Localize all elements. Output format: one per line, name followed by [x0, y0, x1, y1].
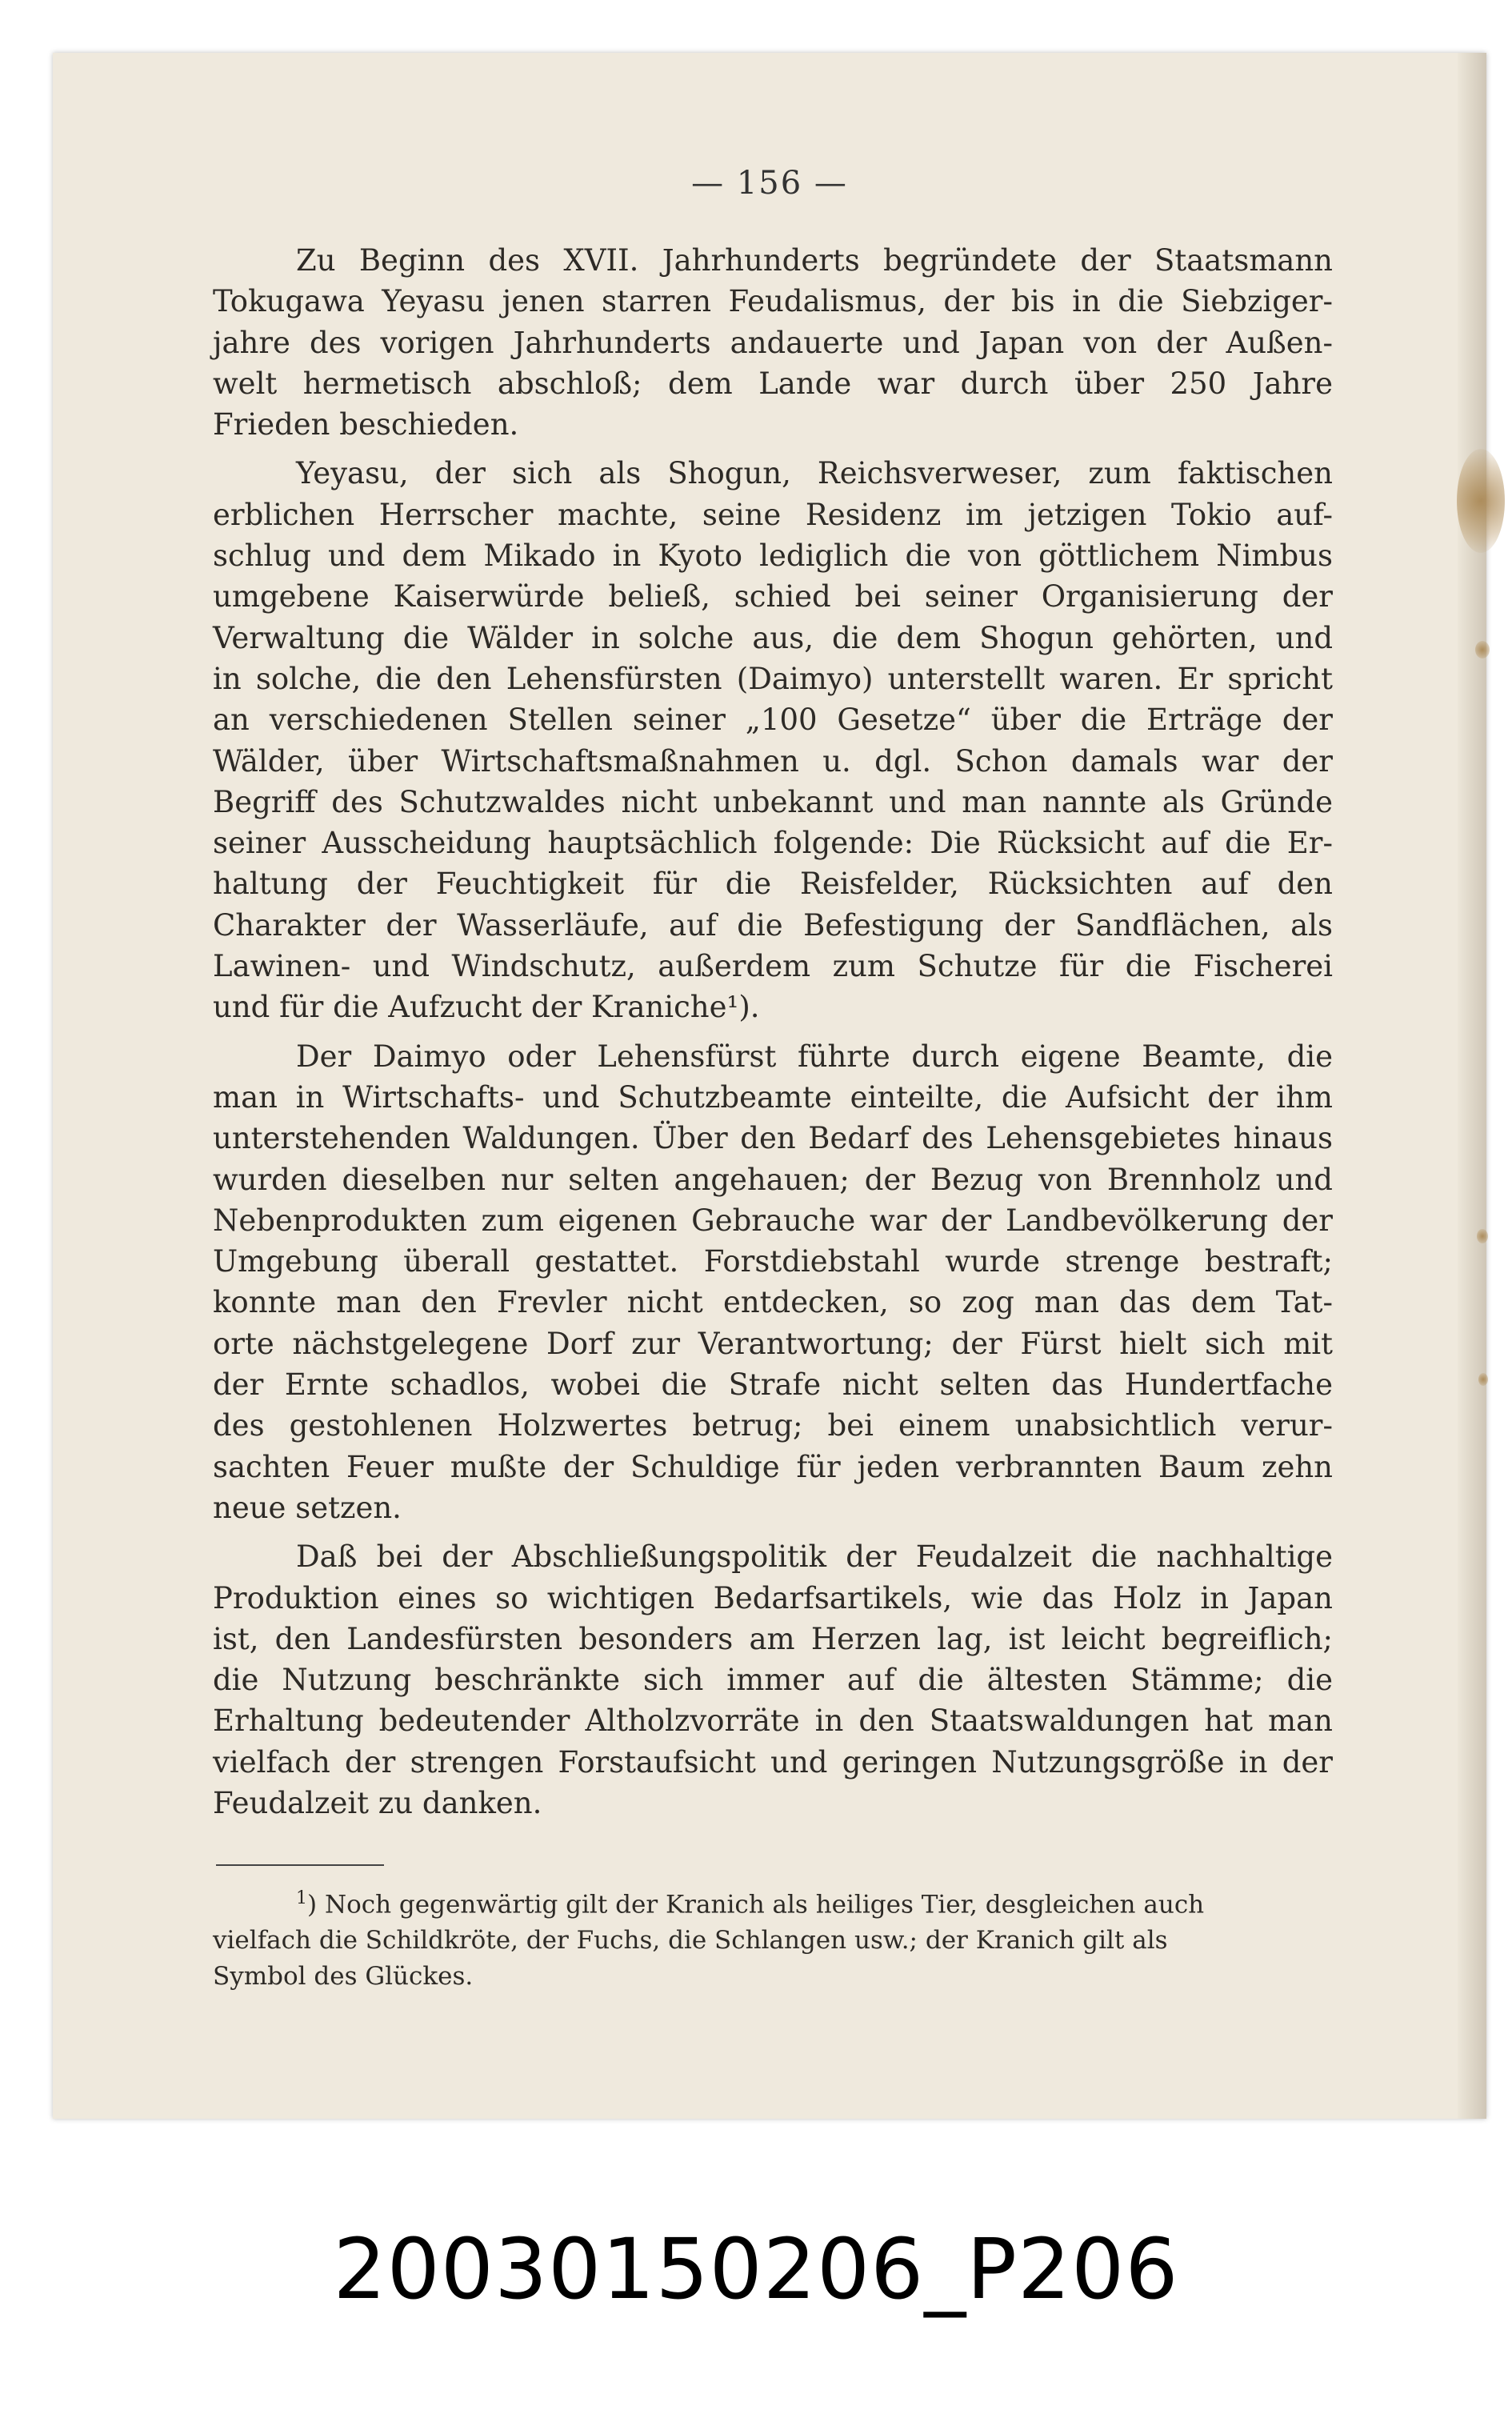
- text-line: orte nächstgelegene Dorf zur Verantwortung; der Fürst hielt sich mit: [213, 1326, 1333, 1361]
- text-line: Charakter der Wasserläufe, auf die Befestigung der Sandflächen, als: [213, 907, 1333, 943]
- stain-spot: [1477, 1229, 1488, 1243]
- text-line: Feudalzeit zu danken.: [213, 1785, 542, 1820]
- text-line: Produktion eines so wichtigen Bedarfsartikels, wie das Holz in Japan: [213, 1580, 1333, 1615]
- stain-spot: [1478, 1373, 1488, 1386]
- text-line: wurden dieselben nur selten angehauen; der Bezug von Brennholz und: [213, 1162, 1333, 1197]
- text-line: an verschiedenen Stellen seiner „100 Gesetze“ über die Erträge der: [213, 703, 1333, 738]
- text-line: die Nutzung beschränkte sich immer auf die ältesten Stämme; die: [213, 1663, 1333, 1698]
- text-line: schlug und dem Mikado in Kyoto lediglich die von göttlichem Nimbus: [213, 538, 1333, 574]
- text-line: welt hermetisch abschloß; dem Lande war durch über 250 Jahre: [213, 366, 1333, 401]
- text-line: man in Wirtschafts- und Schutzbeamte einteilte, die Aufsicht der ihm: [213, 1079, 1333, 1115]
- footnotes: [213, 1880, 1333, 1995]
- text-line: Zu Beginn des XVII. Jahrhunderts begründete der Staatsmann: [296, 243, 1333, 278]
- footnote-line: ) Noch gegenwärtig gilt der Kranich als heiliges Tier, desgleichen auch: [307, 1890, 1205, 1920]
- footnote: [213, 1880, 1333, 1995]
- text-line: in solche, die den Lehensfürsten (Daimyo) unterstellt waren. Er spricht: [213, 661, 1333, 696]
- text-line: der Ernte schadlos, wobei die Strafe nicht selten das Hundertfache: [213, 1367, 1333, 1403]
- paragraph: [213, 1536, 1333, 1824]
- image-caption: 20030150206_P206: [333, 2220, 1179, 2318]
- text-line: und für die Aufzucht der Kraniche¹).: [213, 990, 760, 1025]
- text-line: Lawinen- und Windschutz, außerdem zum Schutze für die Fischerei: [213, 949, 1333, 984]
- text-line: seiner Ausscheidung hauptsächlich folgende: Die Rücksicht auf die Er-: [213, 826, 1333, 861]
- text-line: Wälder, über Wirtschaftsmaßnahmen u. dgl. Schon damals war der: [213, 743, 1333, 779]
- text-line: Daß bei der Abschließungspolitik der Feudalzeit die nachhaltige: [296, 1539, 1333, 1575]
- page-number: — 156 —: [691, 165, 848, 202]
- stain-spot: [1475, 641, 1490, 659]
- text-line: Begriff des Schutzwaldes nicht unbekannt und man nannte als Gründe: [213, 784, 1333, 819]
- footnote-divider: [216, 1864, 384, 1866]
- text-line: unterstehenden Waldungen. Über den Bedarf des Lehensgebietes hinaus: [213, 1121, 1333, 1156]
- text-line: Umgebung überall gestattet. Forstdiebstahl wurde strenge bestraft;: [213, 1244, 1333, 1279]
- paragraph: [213, 240, 1333, 445]
- text-line: neue setzen.: [213, 1490, 402, 1525]
- text-line: vielfach der strengen Forstaufsicht und geringen Nutzungsgröße in der: [213, 1744, 1333, 1779]
- text-line: ist, den Landesfürsten besonders am Herzen lag, ist leicht begreiflich;: [213, 1621, 1333, 1656]
- text-line: sachten Feuer mußte der Schuldige für jeden verbrannten Baum zehn: [213, 1449, 1333, 1484]
- text-line: haltung der Feuchtigkeit für die Reisfelder, Rücksichten auf den: [213, 867, 1333, 902]
- text-line: jahre des vorigen Jahrhunderts andauerte und Japan von der Außen-: [213, 325, 1333, 360]
- text-line: Erhaltung bedeutender Altholzvorräte in den Staatswaldungen hat man: [213, 1703, 1333, 1739]
- text-line: Frieden beschieden.: [213, 407, 519, 442]
- text-line: umgebene Kaiserwürde beließ, schied bei seiner Organisierung der: [213, 579, 1333, 615]
- text-line: Der Daimyo oder Lehensfürst führte durch eigene Beamte, die: [296, 1039, 1333, 1074]
- text-line: konnte man den Frevler nicht entdecken, so zog man das dem Tat-: [213, 1285, 1333, 1320]
- paragraph: [213, 1036, 1333, 1529]
- footnote-line: vielfach die Schildkröte, der Fuchs, die Schlangen usw.; der Kranich gilt als: [213, 1926, 1168, 1956]
- paragraph: [213, 453, 1333, 1027]
- body-text: [213, 240, 1333, 1824]
- footnote-line: Symbol des Glückes.: [213, 1962, 474, 1992]
- text-line: erblichen Herrscher machte, seine Residenz im jetzigen Tokio auf-: [213, 497, 1333, 532]
- page-gutter-shadow: [1458, 53, 1486, 2119]
- text-line: Tokugawa Yeyasu jenen starren Feudalismus, der bis in die Siebziger-: [213, 284, 1333, 319]
- stain-spot: [1457, 449, 1505, 553]
- text-line: Nebenprodukten zum eigenen Gebrauche war der Landbevölkerung der: [213, 1203, 1333, 1238]
- text-line: des gestohlenen Holzwertes betrug; bei einem unabsichtlich verur-: [213, 1408, 1333, 1443]
- text-line: Verwaltung die Wälder in solche aus, die dem Shogun gehörten, und: [213, 620, 1333, 655]
- footnote-marker: 1: [296, 1888, 307, 1908]
- text-line: Yeyasu, der sich als Shogun, Reichsverweser, zum faktischen: [296, 456, 1333, 491]
